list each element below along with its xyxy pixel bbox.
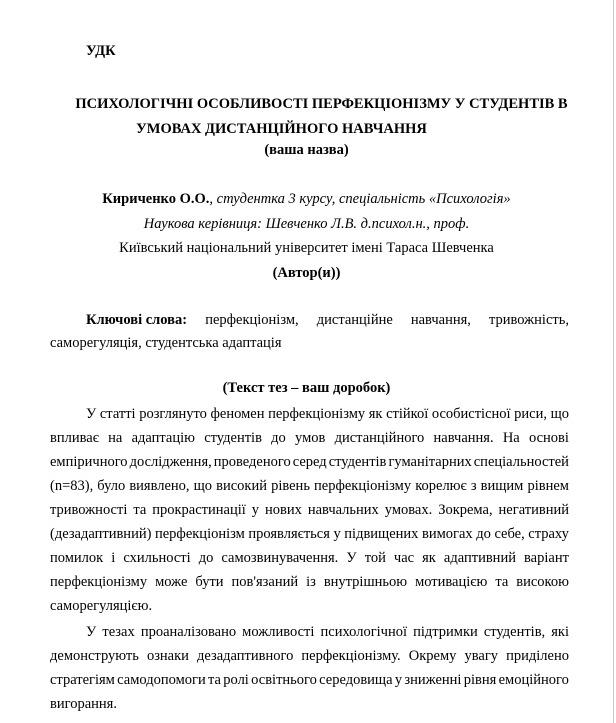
word: освітнього xyxy=(251,672,317,688)
word: серед xyxy=(292,454,327,470)
title-hint: (ваша назва) xyxy=(264,142,349,158)
word: розглянуто xyxy=(139,406,207,422)
word: Зокрема, xyxy=(438,502,493,518)
word: риси, xyxy=(514,406,547,422)
paper-title-line-1: ПСИХОЛОГІЧНІ ОСОБЛИВОСТІ ПЕРФЕКЦІОНІЗМУ У СТУДЕНТІВ В xyxy=(75,96,568,112)
word: умовах. xyxy=(384,502,433,518)
word: у xyxy=(394,672,403,688)
word: що xyxy=(193,478,213,494)
word: (дезадаптивний) xyxy=(50,526,152,542)
word: вимогах xyxy=(422,526,473,542)
word: емпіричного xyxy=(50,454,128,470)
paragraph-line xyxy=(50,570,569,594)
word: які xyxy=(551,624,569,640)
word: самозвинувачення. xyxy=(221,550,339,566)
word: пов'язаний xyxy=(231,574,299,590)
word: зниженні xyxy=(404,672,462,688)
word: як xyxy=(422,550,436,566)
author-name: Кириченко О.О. xyxy=(102,191,210,207)
word: перфекціонізму xyxy=(50,574,148,590)
paragraph-line xyxy=(50,668,569,692)
word: перфекціонізм xyxy=(154,526,245,542)
word: самодопомоги xyxy=(117,672,206,688)
word: високий xyxy=(216,478,267,494)
keyword: перфекціонізм, xyxy=(205,312,299,328)
word: ознаки xyxy=(146,648,189,664)
word: тривожності xyxy=(50,502,128,518)
word: помилок xyxy=(50,550,104,566)
word: рівнем xyxy=(527,478,569,494)
author-hint: (Автор(и)) xyxy=(272,264,341,281)
word: демонструють xyxy=(50,648,139,664)
word: адаптивний xyxy=(443,550,516,566)
word: навчальних xyxy=(307,502,379,518)
word: гуманітарних xyxy=(388,454,472,470)
word: У xyxy=(346,550,357,566)
word: нових xyxy=(264,502,302,518)
word: дезадаптивного xyxy=(197,648,294,664)
keywords-line-2: саморегуляція, студентська адаптація xyxy=(50,335,282,351)
paragraph-line: саморегуляцією. xyxy=(50,598,153,614)
word: до xyxy=(271,430,286,446)
word: тезах xyxy=(102,624,135,640)
author-block xyxy=(0,187,613,285)
paragraph-line xyxy=(50,546,569,570)
word: стійкої xyxy=(386,406,429,422)
word: На xyxy=(502,430,520,446)
paper-title-line-2: УМОВАХ ДИСТАНЦІЙНОГО НАВЧАННЯ xyxy=(136,121,427,137)
word: емоційного xyxy=(498,672,569,688)
word: приділено xyxy=(506,648,569,664)
author-line xyxy=(0,187,613,212)
author-role: , студентка 3 курсу, спеціальність «Психологія» xyxy=(209,191,511,207)
word: підвищених xyxy=(344,526,419,542)
word: студентів, xyxy=(483,624,546,640)
paragraph-line xyxy=(50,498,569,522)
paragraph-line xyxy=(50,450,569,474)
word: перфекціонізму xyxy=(314,478,412,494)
word: у xyxy=(251,502,260,518)
word: до xyxy=(476,526,491,542)
word: увагу xyxy=(464,648,499,664)
word: прокрастинації xyxy=(152,502,246,518)
word: середовища xyxy=(319,672,393,688)
word: і xyxy=(111,550,116,566)
university-line: Київський національний університет імені Тараса Шевченка xyxy=(119,240,494,256)
word: стратегіям xyxy=(50,672,115,688)
word: до xyxy=(198,550,214,566)
word: корелює xyxy=(415,478,467,494)
paragraph-line xyxy=(50,402,569,426)
word: дистанційного xyxy=(334,430,425,446)
paragraph-line xyxy=(50,426,569,450)
word: вищим xyxy=(480,478,524,494)
keywords-line-1 xyxy=(50,309,569,332)
word: схильності xyxy=(123,550,191,566)
paragraph-line: вигорання. xyxy=(50,696,117,712)
word: проведеного xyxy=(213,454,291,470)
paragraph-line xyxy=(50,620,569,644)
word: страху xyxy=(528,526,569,542)
word: внутрішньою xyxy=(323,574,408,590)
word: проявляється xyxy=(248,526,330,542)
word: дослідження, xyxy=(129,454,212,470)
word: негативний xyxy=(498,502,569,518)
word: себе, xyxy=(494,526,525,542)
word: підтримки xyxy=(413,624,478,640)
word: рівень xyxy=(271,478,310,494)
word: із xyxy=(306,574,316,590)
word: той xyxy=(364,550,386,566)
paragraph xyxy=(50,620,569,716)
word: у xyxy=(333,526,341,542)
word: студентів xyxy=(328,454,387,470)
keywords-label: Ключові слова: xyxy=(86,312,188,328)
abstract-body xyxy=(50,402,569,718)
word: студентів xyxy=(204,430,262,446)
word: основі xyxy=(528,430,569,446)
word: бути xyxy=(195,574,224,590)
word: може xyxy=(155,574,188,590)
udk-label: УДК xyxy=(86,43,116,59)
word: адаптацію xyxy=(131,430,195,446)
word: рівня xyxy=(463,672,497,688)
section-heading: (Текст тез – ваш доробок) xyxy=(222,380,391,396)
word: феномен xyxy=(210,406,265,422)
word: високою xyxy=(516,574,569,590)
word: та xyxy=(133,502,147,518)
word: психологічної xyxy=(320,624,408,640)
word: перфекціонізму xyxy=(268,406,366,422)
paper-title xyxy=(60,92,583,142)
word: варіант xyxy=(524,550,569,566)
word: та xyxy=(208,672,221,688)
word: У xyxy=(86,406,97,422)
word: з xyxy=(470,478,477,494)
word: час xyxy=(393,550,415,566)
word: на xyxy=(108,430,123,446)
word: У xyxy=(86,624,97,640)
supervisor-line: Наукова керівниця: Шевченко Л.В. д.психол.н., проф. xyxy=(143,215,470,232)
word: можливості xyxy=(242,624,315,640)
keyword: навчання, xyxy=(410,312,471,328)
word: та xyxy=(495,574,509,590)
word: умов xyxy=(295,430,326,446)
paragraph-line xyxy=(50,644,569,668)
word: Окрему xyxy=(408,648,457,664)
word: впливає xyxy=(50,430,99,446)
paragraph-line xyxy=(50,474,569,498)
word: мотивацією xyxy=(415,574,488,590)
word: було xyxy=(97,478,126,494)
keyword: тривожність, xyxy=(488,312,569,328)
word: статті xyxy=(99,406,136,422)
word: навчання. xyxy=(433,430,494,446)
word: ролі xyxy=(223,672,249,688)
word: проаналізовано xyxy=(140,624,237,640)
paragraph-line xyxy=(50,522,569,546)
word: що xyxy=(550,406,569,422)
paragraph xyxy=(50,402,569,618)
word: виявлено, xyxy=(129,478,190,494)
keywords-block xyxy=(50,309,569,355)
keyword: дистанційне xyxy=(316,312,393,328)
word: (n=83), xyxy=(50,478,94,494)
word: перфекціонізму. xyxy=(301,648,401,664)
word: особистісної xyxy=(431,406,511,422)
word: як xyxy=(368,406,383,422)
word: спеціальностей xyxy=(473,454,569,470)
